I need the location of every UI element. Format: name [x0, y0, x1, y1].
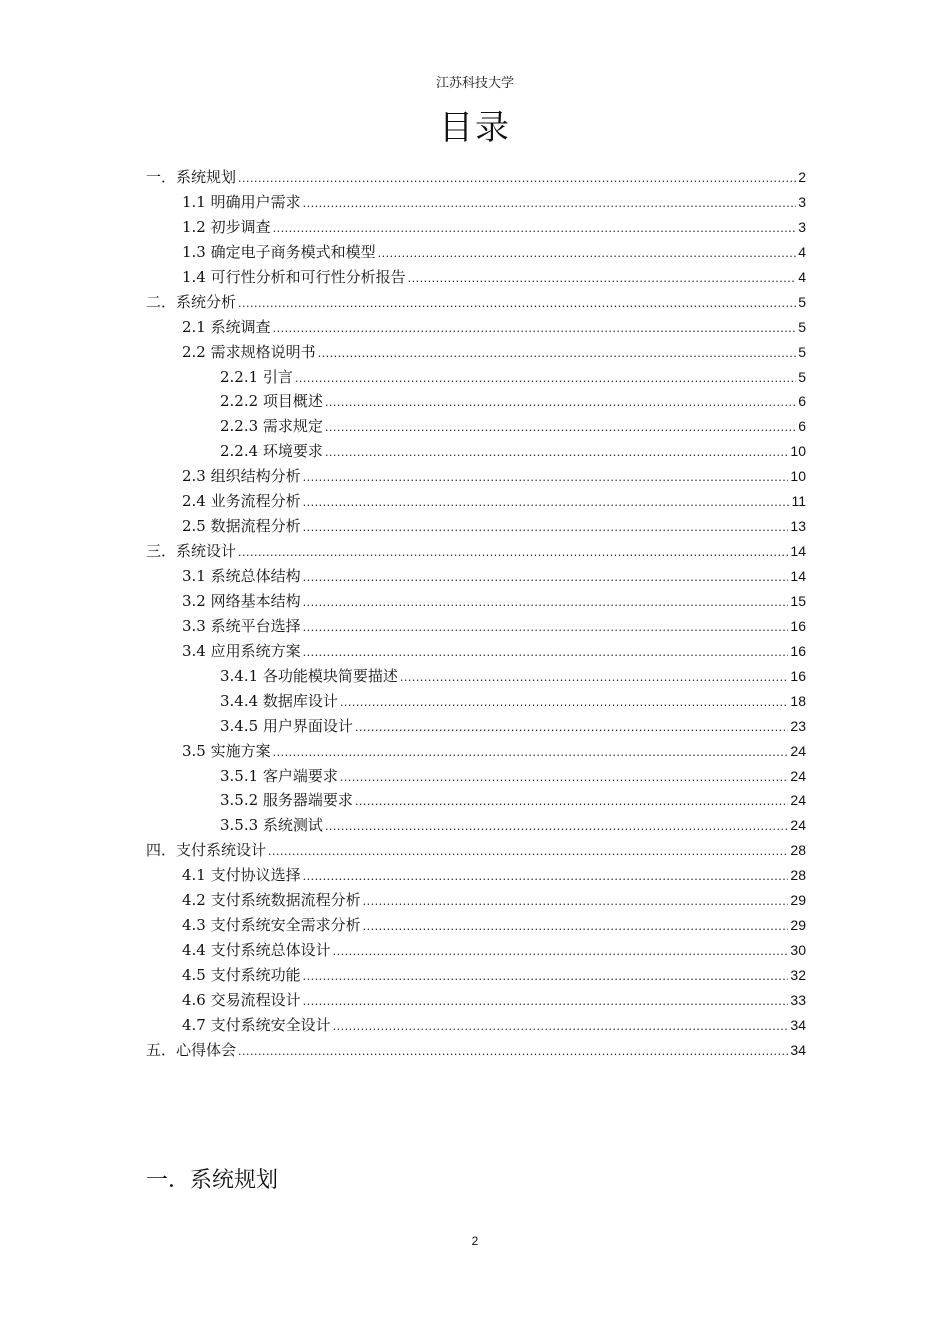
toc-entry[interactable] — [146, 664, 806, 689]
toc-entry-label: 3.5.1 客户端要求 — [220, 766, 338, 785]
toc-dot-leader — [303, 641, 789, 666]
toc-entry-page: 3 — [798, 218, 806, 235]
toc-entry[interactable] — [146, 1038, 806, 1063]
toc-entry-page: 33 — [790, 991, 806, 1008]
toc-entry-label: 1.3 确定电子商务模式和模型 — [182, 242, 376, 261]
toc-entry-page: 6 — [798, 393, 806, 410]
toc-dot-leader — [355, 790, 788, 815]
section-heading: 一．系统规划 — [146, 1168, 279, 1193]
toc-entry-label: 2.2.1 引言 — [220, 367, 293, 386]
toc-entry-page: 30 — [790, 942, 806, 959]
toc-entry[interactable] — [146, 739, 806, 764]
toc-dot-leader — [303, 466, 789, 491]
toc-entry-label: 三．系统设计 — [146, 542, 237, 561]
toc-dot-leader — [378, 242, 797, 267]
toc-entry-page: 24 — [790, 792, 806, 809]
toc-entry-label: 4.2 支付系统数据流程分析 — [182, 891, 361, 910]
toc-entry[interactable] — [146, 514, 806, 539]
toc-dot-leader — [303, 990, 789, 1015]
toc-entry[interactable] — [146, 714, 806, 739]
toc-entry-page: 24 — [790, 767, 806, 784]
toc-entry-page: 5 — [798, 343, 806, 360]
toc-entry-page: 6 — [798, 418, 806, 435]
toc-dot-leader — [333, 940, 789, 965]
toc-entry[interactable] — [146, 290, 806, 315]
toc-entry-page: 28 — [790, 842, 806, 859]
toc-entry[interactable] — [146, 614, 806, 639]
toc-entry-page: 16 — [790, 617, 806, 634]
toc-entry[interactable] — [146, 838, 806, 863]
toc-entry[interactable] — [146, 1013, 806, 1038]
toc-entry[interactable] — [146, 190, 806, 215]
toc-entry-page: 13 — [790, 518, 806, 535]
toc-entry-page: 23 — [790, 717, 806, 734]
toc-entry-label: 4.6 交易流程设计 — [182, 990, 301, 1009]
toc-entry-label: 3.4 应用系统方案 — [182, 641, 301, 660]
toc-entry[interactable] — [146, 165, 806, 190]
toc-entry[interactable] — [146, 539, 806, 564]
toc-entry-page: 29 — [790, 892, 806, 909]
toc-dot-leader — [303, 616, 789, 641]
toc-entry-label: 4.7 支付系统安全设计 — [182, 1015, 331, 1034]
toc-entry[interactable] — [146, 340, 806, 365]
toc-entry-label: 4.3 支付系统安全需求分析 — [182, 916, 361, 935]
toc-dot-leader — [303, 192, 797, 217]
toc-entry-label: 1.2 初步调查 — [182, 217, 271, 236]
toc-entry-label: 2.2.4 环境要求 — [220, 442, 323, 461]
toc-entry-label: 3.5.3 系统测试 — [220, 816, 323, 835]
toc-entry-label: 二．系统分析 — [146, 292, 237, 311]
toc-entry[interactable] — [146, 315, 806, 340]
toc-entry-page: 2 — [798, 169, 806, 185]
toc-entry-page: 24 — [790, 817, 806, 834]
toc-entry-label: 五．心得体会 — [146, 1040, 237, 1059]
toc-dot-leader — [303, 591, 789, 616]
toc-entry-label: 4.1 支付协议选择 — [182, 866, 301, 885]
toc-entry-label: 2.2.3 需求规定 — [220, 417, 323, 436]
toc-entry-label: 1.4 可行性分析和可行性分析报告 — [182, 267, 406, 286]
toc-entry-label: 3.4.1 各功能模块简要描述 — [220, 666, 398, 685]
toc-entry-label: 3.4.5 用户界面设计 — [220, 716, 353, 735]
toc-dot-leader — [325, 441, 788, 466]
table-of-contents — [146, 165, 806, 1063]
toc-entry-page: 34 — [790, 1016, 806, 1033]
toc-dot-leader — [340, 766, 788, 791]
toc-entry-label: 3.4.4 数据库设计 — [220, 691, 338, 710]
page-header: 江苏科技大学 — [435, 76, 514, 91]
toc-entry-page: 24 — [790, 742, 806, 759]
toc-entry[interactable] — [146, 439, 806, 464]
toc-dot-leader — [273, 741, 789, 766]
toc-entry-page: 11 — [791, 493, 806, 510]
toc-entry-label: 2.4 业务流程分析 — [182, 492, 301, 511]
toc-entry[interactable] — [146, 938, 806, 963]
toc-entry[interactable] — [146, 788, 806, 813]
toc-entry[interactable] — [146, 863, 806, 888]
toc-entry[interactable] — [146, 414, 806, 439]
toc-dot-leader — [325, 416, 796, 441]
toc-dot-leader — [268, 840, 788, 865]
toc-entry-label: 2.2 需求规格说明书 — [182, 342, 316, 361]
toc-entry[interactable] — [146, 913, 806, 938]
toc-dot-leader — [303, 865, 789, 890]
toc-entry[interactable] — [146, 215, 806, 240]
toc-entry[interactable] — [146, 265, 806, 290]
toc-entry[interactable] — [146, 963, 806, 988]
toc-entry[interactable] — [146, 564, 806, 589]
toc-entry-page: 16 — [790, 667, 806, 684]
toc-entry-label: 3.3 系统平台选择 — [182, 616, 301, 635]
toc-entry[interactable] — [146, 689, 806, 714]
toc-dot-leader — [303, 491, 790, 516]
toc-entry[interactable] — [146, 489, 806, 514]
toc-entry[interactable] — [146, 240, 806, 265]
page-number: 2 — [471, 1234, 479, 1248]
toc-entry-label: 2.2.2 项目概述 — [220, 392, 323, 411]
toc-entry-page: 34 — [790, 1041, 806, 1058]
toc-entry-label: 4.4 支付系统总体设计 — [182, 941, 331, 960]
toc-dot-leader — [325, 391, 796, 416]
toc-dot-leader — [238, 1040, 788, 1065]
toc-entry-page: 14 — [790, 568, 806, 584]
toc-entry-page: 15 — [790, 592, 806, 609]
toc-dot-leader — [273, 217, 797, 242]
toc-dot-leader — [408, 267, 797, 292]
toc-entry-label: 1.1 明确用户需求 — [182, 192, 301, 211]
toc-entry-page: 4 — [798, 268, 806, 285]
toc-entry[interactable] — [146, 389, 806, 414]
toc-dot-leader — [303, 516, 789, 541]
toc-dot-leader — [363, 890, 789, 915]
toc-entry-page: 16 — [790, 642, 806, 659]
toc-entry-page: 5 — [798, 318, 806, 335]
toc-dot-leader — [273, 317, 797, 342]
toc-entry-label: 3.2 网络基本结构 — [182, 591, 301, 610]
toc-entry-label: 2.3 组织结构分析 — [182, 467, 301, 486]
toc-dot-leader — [340, 691, 788, 716]
toc-entry-page: 4 — [798, 243, 806, 260]
toc-entry[interactable] — [146, 464, 806, 489]
toc-entry[interactable] — [146, 988, 806, 1013]
toc-entry-page: 29 — [790, 917, 806, 934]
toc-dot-leader — [238, 292, 796, 317]
toc-entry-label: 3.5 实施方案 — [182, 741, 271, 760]
toc-entry-page: 3 — [798, 193, 806, 210]
toc-dot-leader — [318, 342, 797, 367]
toc-entry[interactable] — [146, 764, 806, 789]
toc-dot-leader — [238, 541, 788, 566]
toc-entry-page: 32 — [790, 967, 806, 983]
toc-entry-label: 四．支付系统设计 — [146, 841, 267, 860]
toc-dot-leader — [333, 1015, 789, 1040]
toc-entry-label: 2.1 系统调查 — [182, 317, 271, 336]
toc-entry[interactable] — [146, 639, 806, 664]
toc-entry[interactable] — [146, 365, 806, 390]
toc-entry-page: 18 — [790, 692, 806, 709]
toc-entry-page: 28 — [790, 867, 806, 884]
toc-dot-leader — [355, 716, 788, 741]
toc-entry[interactable] — [146, 888, 806, 913]
toc-entry[interactable] — [146, 813, 806, 838]
toc-dot-leader — [363, 915, 789, 940]
toc-dot-leader — [303, 965, 789, 990]
toc-entry-page: 5 — [798, 293, 806, 310]
toc-dot-leader — [295, 367, 796, 392]
toc-dot-leader — [325, 815, 788, 840]
toc-entry-page: 14 — [790, 543, 806, 560]
toc-entry-page: 10 — [790, 468, 806, 485]
toc-entry-page: 5 — [798, 368, 806, 385]
toc-entry-label: 3.5.2 服务器端要求 — [220, 791, 353, 810]
toc-dot-leader — [400, 666, 788, 691]
toc-entry-label: 2.5 数据流程分析 — [182, 517, 301, 536]
toc-entry-label: 3.1 系统总体结构 — [182, 567, 301, 585]
toc-dot-leader — [303, 566, 789, 591]
toc-title: 目录 — [439, 108, 511, 148]
toc-dot-leader — [238, 167, 796, 192]
toc-entry-label: 一．系统规划 — [146, 168, 237, 186]
toc-entry-label: 4.5 支付系统功能 — [182, 966, 301, 984]
toc-entry[interactable] — [146, 589, 806, 614]
toc-entry-page: 10 — [790, 443, 806, 460]
